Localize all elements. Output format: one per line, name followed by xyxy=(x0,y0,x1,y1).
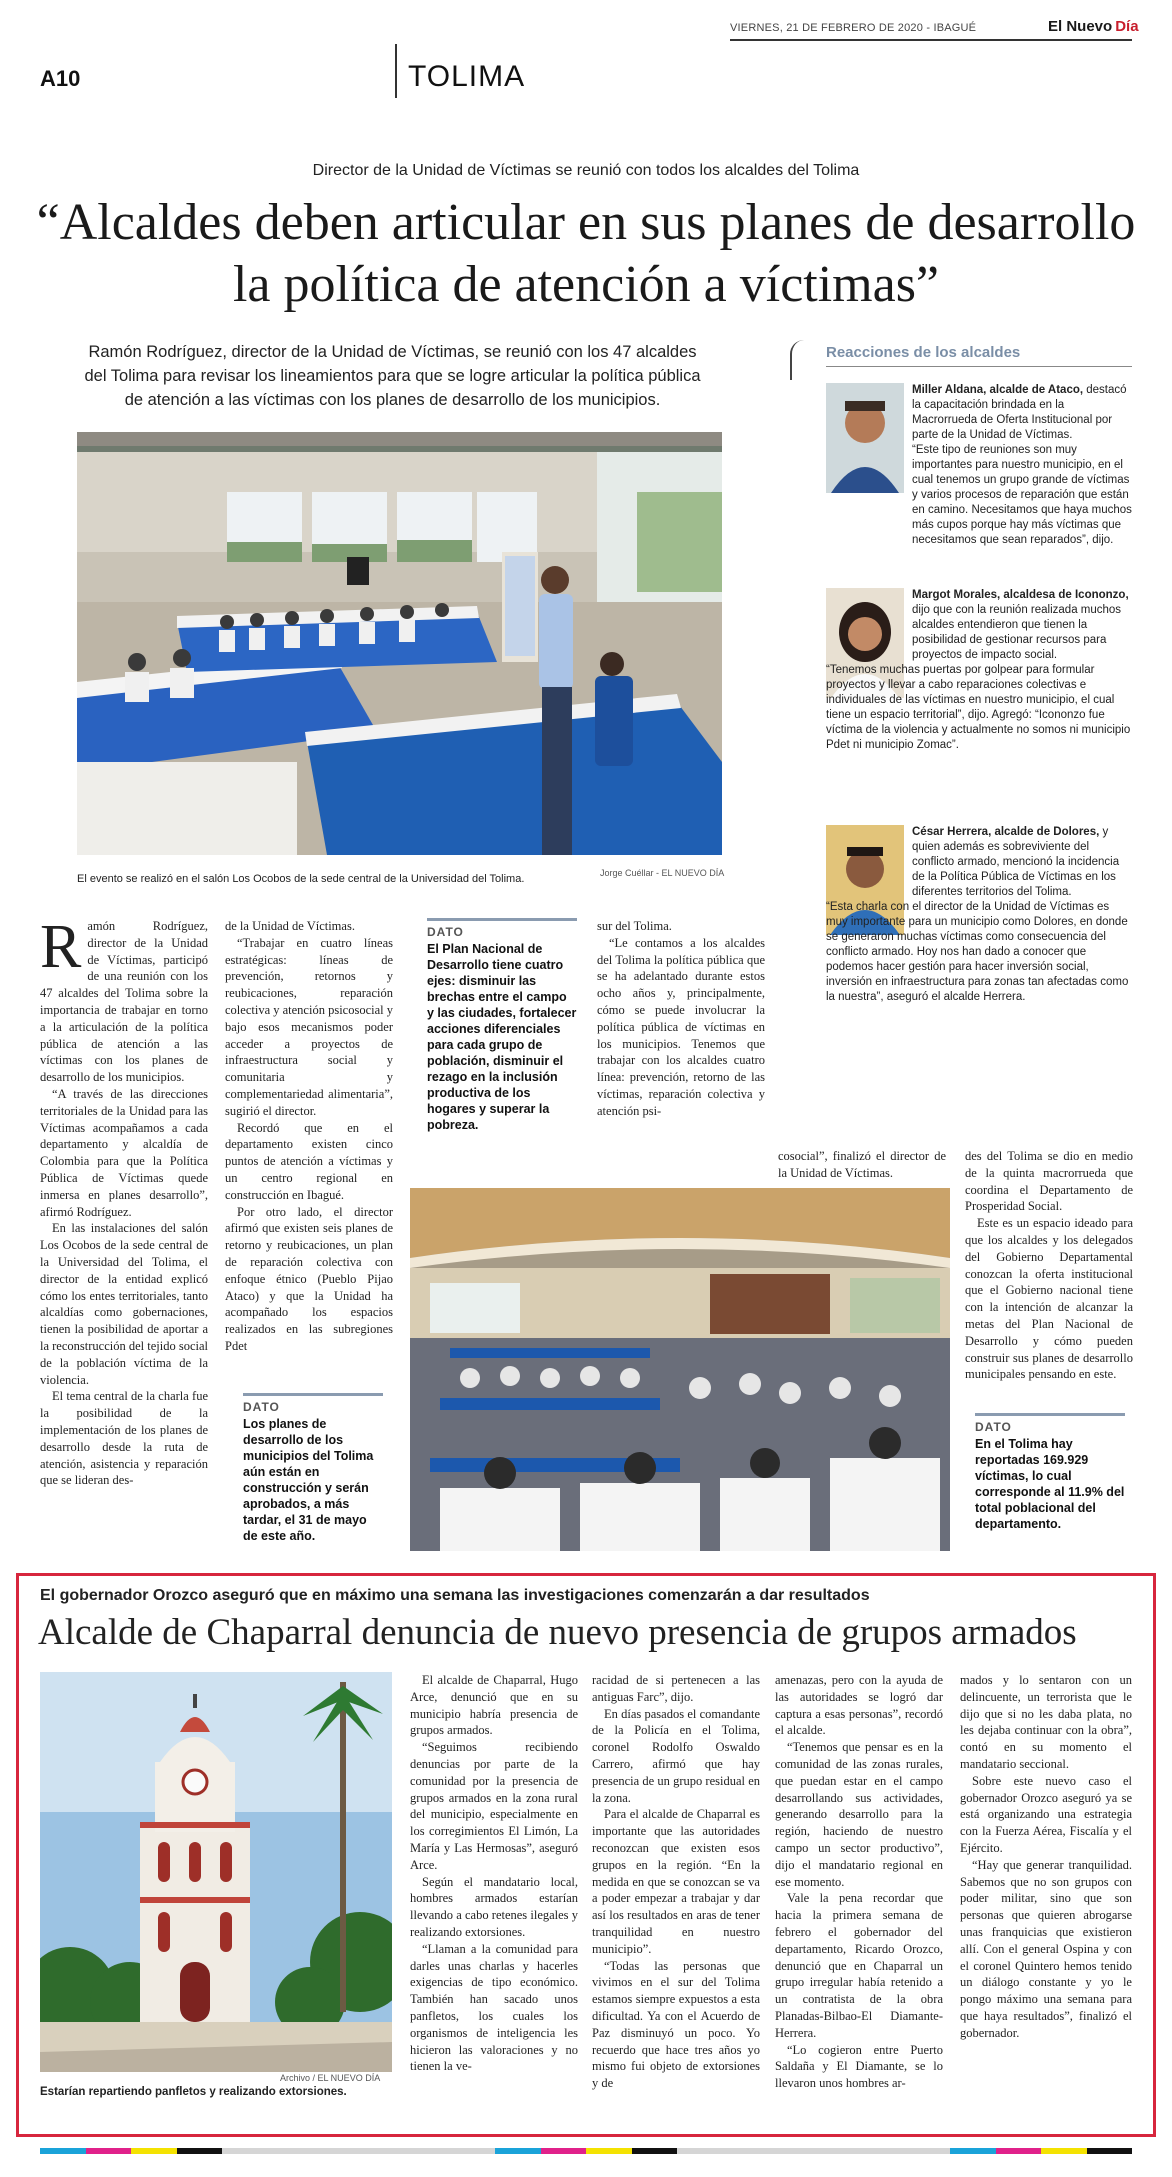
church-photo-caption: Estarían repartiendo panfletos y realizando extorsiones. xyxy=(40,2086,347,2098)
section-divider xyxy=(395,44,397,98)
brand-suffix: Día xyxy=(1115,18,1139,35)
meeting-photo-credit: Jorge Cuéllar - EL NUEVO DÍA xyxy=(600,868,725,878)
reaction-name: César Herrera, alcalde de Dolores, xyxy=(912,826,1100,838)
paragraph: El tema central de la charla fue la posibilidad de la implementación de los planes de desarrollo desde la ruta de atención, asistencia y reparación que se lideran des- xyxy=(40,1389,208,1488)
reaction-text: destacó la capacitación brindada en la Macrorrueda de Oferta Institucional por parte de la Unidad de Víctimas. xyxy=(912,384,1127,441)
dato-box-plan-nacional xyxy=(427,918,577,1133)
article1-column-6 xyxy=(965,1148,1133,1383)
article1-lead: Ramón Rodríguez, director de la Unidad de Víctimas, se reunió con los 47 alcaldes del Tolima para revisar los lineamientos para que se logre articular la política pública de atención a las víctimas con los planes de desarrollo de los municipios. xyxy=(84,343,701,409)
section-title: TOLIMA xyxy=(408,60,526,93)
article2-column-3 xyxy=(775,1672,943,2092)
reaction-quote: “Este tipo de reuniones son muy importantes para nuestro municipio, en el cual tenemos un grupo grande de víctimas y varios procesos de reparación que están en camino. Necesitamos que haya muchos más cupos porque hay más víctimas que necesitamos que sean reparados”, dijo. xyxy=(912,444,1132,546)
paragraph: Vale la pena recordar que hacia la primera semana de febrero el gobernador del departamento, Ricardo Orozco, denunció que en Chaparral un grupo irregular había retenido a un contratista de la obra Planadas-Bilbao-El Diamante-Herrera. xyxy=(775,1891,943,2040)
article2-headline: Alcalde de Chaparral denuncia de nuevo presencia de grupos armados xyxy=(38,1612,1077,1653)
paragraph: El alcalde de Chaparral, Hugo Arce, denunció que en su municipio habría presencia de grupos armados. xyxy=(410,1673,578,1738)
reaction-margot-morales xyxy=(826,588,1132,753)
reaction-name: Margot Morales, alcaldesa de Icononzo, xyxy=(912,589,1129,601)
dato-box-planes xyxy=(243,1393,383,1544)
reaction-text: y quien además es sobreviviente del conflicto armado, mencionó la incidencia de la Política Pública de Víctimas en los diferentes territorios del Tolima. xyxy=(912,826,1120,898)
paragraph: amón Rodríguez, director de la Unidad de Víctimas, participó de una reunión con los 47 alcaldes del Tolima sobre la importancia de trabajar en torno a la articulación de la política pública de atención a las víctimas con los planes de desarrollo de los municipios. xyxy=(40,919,208,1085)
paragraph: “Seguimos recibiendo denuncias por parte de la comunidad por la presencia de grupos armados en la zona rural del municipio, especialmente en los corregimientos El Limón, La María y Las Hermosas”, aseguró Arce. xyxy=(410,1740,578,1872)
church-photo-credit: Archivo / EL NUEVO DÍA xyxy=(280,2073,381,2083)
dato-tag: DATO xyxy=(243,1400,280,1414)
paragraph: de la Unidad de Víctimas. xyxy=(225,919,355,933)
meeting-photo-caption: El evento se realizó en el salón Los Ocobos de la sede central de la Universidad del Tolima. xyxy=(77,873,525,885)
article2-kicker: El gobernador Orozco aseguró que en máximo una semana las investigaciones comenzarán a dar resultados xyxy=(40,1587,870,1604)
article1-column-1 xyxy=(40,913,208,1489)
paragraph: “Tenemos que pensar es en la comunidad de las zonas rurales, que puedan estar en el campo desarrollando sus actividades, generando desarrollo para la región, haciendo de nuestro campo un sector productivo”, dijo el mandatario regional en ese momento. xyxy=(775,1740,943,1889)
paragraph: amenazas, pero con la ayuda de las autoridades se logró dar captura a esas personas”, recordó el alcalde. xyxy=(775,1673,943,1738)
article1-headline: “Alcaldes deben articular en sus planes de desarrollo la política de atención a víctimas” xyxy=(36,194,1136,313)
dato-text: En el Tolima hay reportadas 169.929 víctimas, lo cual corresponde al 11.9% del total poblacional del departamento. xyxy=(975,1437,1125,1531)
paragraph: Para el alcalde de Chaparral es importante que las autoridades reconozcan que existen esos grupos en la región. “En la medida en que se conozcan se va a poder empezar a trabajar y dar así los resultados en aras de tener tranquilidad en nuestro municipio”. xyxy=(592,1807,760,1956)
paragraph: cosocial”, finalizó el director de la Unidad de Víctimas. xyxy=(778,1149,946,1180)
paragraph: Según el mandatario local, hombres armados estarían llevando a cabo retenes ilegales y realizando extorsiones. xyxy=(410,1874,578,1939)
dato-tag: DATO xyxy=(975,1420,1012,1434)
header-rule xyxy=(730,39,1132,41)
article2-column-4 xyxy=(960,1672,1132,2042)
article1-kicker: Director de la Unidad de Víctimas se reunió con todos los alcaldes del Tolima xyxy=(312,162,860,179)
article1-column-2 xyxy=(225,918,393,1355)
dato-box-victimas xyxy=(975,1413,1125,1532)
paragraph: “Hay que generar tranquilidad. Sabemos que no son grupos con poder militar, sino que son personas que quieren abrogarse unas franquicias que existieron allí. Con el general Ospina y con el coronel Quintero hemos tenido un diálogo constante y yo le pongo máximo una semana para que haya resultados”, finalizó el gobernador. xyxy=(960,1857,1132,2040)
paragraph: En días pasados el comandante de la Policía en el Tolima, coronel Rodolfo Oswaldo Carrero, afirmó que hay presencia de un grupo residual en la zona. xyxy=(592,1706,760,1805)
paragraph: “Todas las personas que vivimos en el sur del Tolima estamos siempre expuestos a esta dificultad. Ya con el Acuerdo de Paz disminuyó un poco. Yo recuerdo que hace tres años yo mismo fui objeto de extorsiones y de xyxy=(592,1958,760,2091)
date-line: VIERNES, 21 DE FEBRERO DE 2020 - IBAGUÉ xyxy=(730,22,977,34)
paragraph: Por otro lado, el director afirmó que existen seis planes de retorno y reubicaciones, un plan de reparación colectiva con enfoque étnico (Pueblo Pijao Ataco) y que la Unidad ha acompañado los espacios realizados en las subregiones Pdet xyxy=(225,1204,393,1353)
reaction-name: Miller Aldana, alcalde de Ataco, xyxy=(912,384,1084,396)
dropcap: R xyxy=(40,913,82,981)
paragraph: Este es un espacio ideado para que los alcaldes y los delegados del Gobierno Departamental conozcan la oferta institucional que el Gobierno nacional tiene con la intención de alcanzar la metas del Plan Nacional de Desarrollo y cómo pueden construir sus planes de desarrollo municipales pensando en este. xyxy=(965,1216,1133,1382)
paragraph: “A través de las direcciones territoriales de la Unidad para las Víctimas acompañamos a cada departamento y alcaldía de Colombia para que la Política Pública de Víctimas quede inmersa en planes desarrollo”, afirmó Rodríguez. xyxy=(40,1086,208,1219)
paragraph: En las instalaciones del salón Los Ocobos de la sede central de la Universidad del Tolima, el director de la entidad explicó cómo los entes territoriales, tanto alcaldías como gobernaciones, tienen la posibilidad de aportar a la reconstrucción del tejido social de la población víctima de la violencia. xyxy=(40,1221,208,1387)
paragraph: racidad de si pertenecen a las antiguas Farc”, dijo. xyxy=(592,1673,760,1704)
reactions-title: Reacciones de los alcaldes xyxy=(826,344,1021,361)
paragraph: “Lo cogieron entre Puerto Saldaña y El Diamante, se lo llevaron unos hombres ar- xyxy=(775,2042,943,2091)
article2-column-1 xyxy=(410,1672,578,2075)
reactions-title-rule xyxy=(826,366,1132,367)
reaction-miller-aldana xyxy=(826,383,1132,548)
reaction-quote: “Esta charla con el director de la Unidad de Víctimas es muy importante para un municipio como Dolores, en donde se generaron muchas víctimas como consecuencia del conflicto armado. Hoy nos han dado a conocer que podemos hacer gestión para hacer inversión social, inversión en infraestructura para zonas tan afectadas como la nuestra”, aseguró el alcalde Herrera. xyxy=(826,901,1129,1003)
brand-prefix: El Nuevo xyxy=(1048,18,1113,35)
paragraph: sur del Tolima. xyxy=(597,919,672,933)
paragraph: des del Tolima se dio en medio de la quinta macrorrueda que coordina el Departamento de Prosperidad Social. xyxy=(965,1149,1133,1214)
print-color-bar xyxy=(40,2148,1132,2154)
page-number: A10 xyxy=(40,66,81,91)
reactions-bracket xyxy=(790,340,804,380)
paragraph: Recordó que en el departamento existen cinco puntos de atención a víctimas y un centro regional en construcción en Ibagué. xyxy=(225,1120,393,1202)
article1-column-4 xyxy=(597,918,765,1120)
dato-text: El Plan Nacional de Desarrollo tiene cuatro ejes: disminuir las brechas entre el campo y las ciudades, fortalecer acciones diferenciales para cada grupo de población, disminuir el rezago en la inclusión productiva de los hogares y superar la pobreza. xyxy=(427,942,577,1132)
dato-text: Los planes de desarrollo de los municipios del Tolima aún están en construcción y serán aprobados, a más tardar, el 31 de mayo de este año. xyxy=(243,1417,374,1543)
meeting-photo xyxy=(77,432,722,855)
paragraph: Sobre este nuevo caso el gobernador Orozco aseguró ya se está organizando una estrategia con la Fuerza Aérea, Fiscalía y el Ejército. xyxy=(960,1773,1132,1855)
dato-tag: DATO xyxy=(427,925,464,939)
paragraph: “Trabajar en cuatro líneas estratégicas: líneas de prevención, retornos y reubicaciones, reparación colectiva y atención psicosocial y bajo esos mecanismos poder acceder a proyectos de infraestructura social y comunitaria y complementariedad alimentaria”, sugirió el director. xyxy=(225,935,393,1118)
church-photo xyxy=(40,1672,392,2072)
reaction-cesar-herrera xyxy=(826,825,1132,1005)
reaction-quote: “Tenemos muchas puertas por golpear para formular proyectos y llevar a cabo reparaciones colectivas e individuales de las víctimas en nuestro municipio, el cual tiene un espacio territorial”, dijo. Agregó: “Icononzo fue víctima de la violencia y actualmente no somos ni municipio Pdet ni municipio Zomac”. xyxy=(826,664,1131,751)
brand-logo xyxy=(1048,18,1139,35)
paragraph: mados y lo sentaron con un delincuente, un terrorista que le dijo que si no les daba plata, no les dejaba continuar con la obra”, contó en su momento el mandatario seccional. xyxy=(960,1673,1132,1771)
paragraph: “Llaman a la comunidad para darles unas charlas y hacerles exigencias de tipo económico. También han sacado unos panfletos, los cuales los organismos de inteligencia les hicieron las valoraciones y no tienen la ve- xyxy=(410,1941,578,2074)
article2-column-2 xyxy=(592,1672,760,2092)
audience-photo xyxy=(410,1188,950,1551)
paragraph: “Le contamos a los alcaldes del Tolima la política pública que se ha adelantado durante estos ocho años y, principalmente, cómo se puede involucrar la política pública de víctimas en los municipios. Tenemos que trabajar con los alcaldes cuatro línea: prevención, retorno de las víctimas, reparación colectiva y atención psi- xyxy=(597,935,765,1118)
reaction-text: dijo que con la reunión realizada muchos alcaldes entendieron que tienen la posibilidad de gestionar recursos para proyectos de impacto social. xyxy=(912,604,1122,661)
